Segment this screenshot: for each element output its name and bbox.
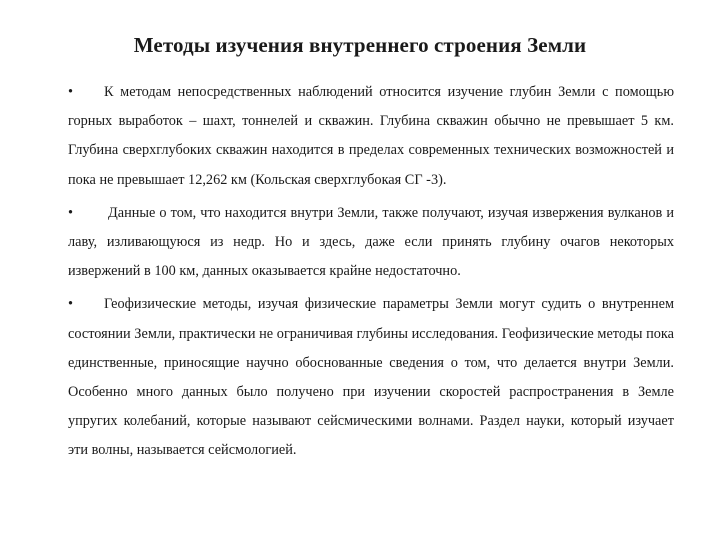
- slide-body: [68, 78, 674, 470]
- bullet-icon: •: [68, 296, 74, 313]
- paragraph-text: Данные о том, что находится внутри Земли, также получают, изучая извержения вулканов и лаву, изливающуюся из недр. Но и здесь, даже если принять глубину очагов некоторых извержений в 100 км, данных оказывается крайне недостаточно.: [68, 204, 674, 280]
- paragraph-direct-observation: [68, 78, 674, 195]
- bullet-icon: •: [68, 204, 74, 221]
- paragraph-text: К методам непосредственных наблюдений относится изучение глубин Земли с помощью горных выработок – шахт, тоннелей и скважин. Глубина скважин обычно не превышает 5 км. Глубина сверхглубоких скважин находится в пределах современных технических возможностей и пока не превышает 12,262 км (Кольская сверхглубокая СГ -3).: [68, 84, 674, 188]
- paragraph-geophysical-methods: [68, 290, 674, 465]
- paragraph-volcanic-data: [68, 199, 674, 287]
- paragraph-text: Геофизические методы, изучая физические параметры Земли могут судить о внутреннем состоянии Земли, практически не ограничивая глубины исследования. Геофизические методы пока единственные, приносящие научно обоснованные сведения о том, что делается внутри Земли. Особенно много данных было получено при изучении скоростей распространения в Земле упругих колебаний, которые называют сейсмическими волнами. Раздел науки, который изучает эти волны, называется сейсмологией.: [68, 296, 674, 459]
- bullet-icon: •: [68, 84, 74, 100]
- slide-title: Методы изучения внутреннего строения Земли: [133, 33, 587, 57]
